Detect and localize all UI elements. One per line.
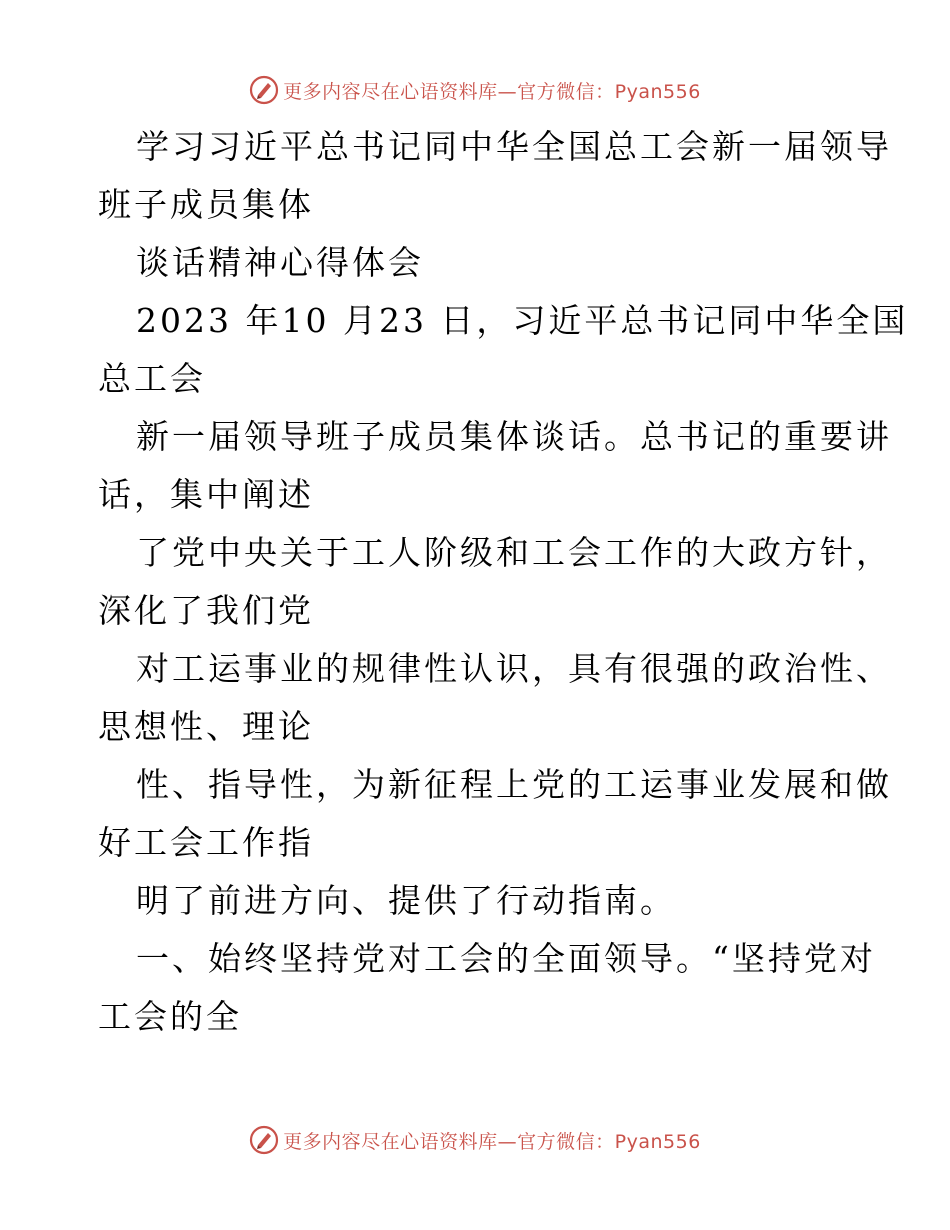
text-line: 对工运事业的规律性认识，具有很强的政治性、 — [136, 649, 892, 688]
header-watermark-text: 更多内容尽在心语资料库—官方微信：Pyan556 — [283, 80, 701, 103]
text-line: 了党中央关于工人阶级和工会工作的大政方针， — [136, 533, 892, 572]
header-watermark — [0, 70, 950, 110]
text-line: 学习习近平总书记同中华全国总工会新一届领导 — [136, 127, 892, 166]
text-line: 话，集中阐述 — [98, 475, 314, 514]
pen-seal-icon — [249, 75, 279, 105]
text-line: 总工会 — [98, 359, 206, 398]
text-line: 性、指导性，为新征程上党的工运事业发展和做 — [136, 765, 892, 804]
text-line: 明了前进方向、提供了行动指南。 — [136, 881, 676, 920]
document-body — [98, 118, 909, 1046]
text-line: 新一届领导班子成员集体谈话。总书记的重要讲 — [136, 417, 892, 456]
text-line: 谈话精神心得体会 — [136, 243, 424, 282]
text-line: 班子成员集体 — [98, 185, 314, 224]
footer-watermark-text: 更多内容尽在心语资料库—官方微信：Pyan556 — [283, 1130, 701, 1153]
text-line: 好工会工作指 — [98, 823, 314, 862]
pen-seal-icon — [249, 1125, 279, 1155]
footer-watermark — [0, 1120, 950, 1160]
text-line: 工会的全 — [98, 997, 242, 1036]
text-line: 思想性、理论 — [98, 707, 314, 746]
text-line: 一、始终坚持党对工会的全面领导。“坚持党对 — [136, 939, 876, 978]
text-line: 深化了我们党 — [98, 591, 314, 630]
text-line: 2023 年10 月23 日，习近平总书记同中华全国 — [136, 301, 909, 340]
